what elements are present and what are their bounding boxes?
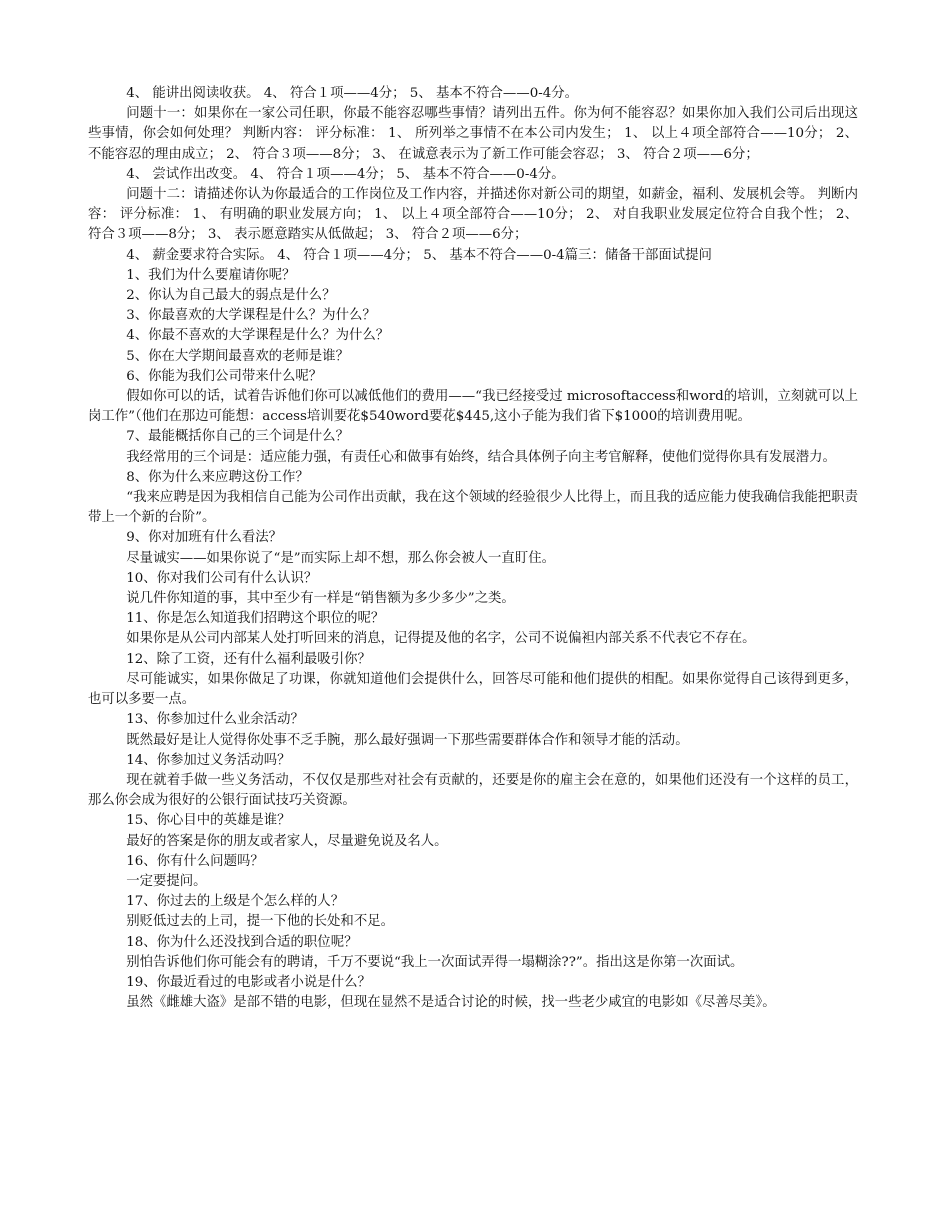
answer: 假如你可以的话，试着告诉他们你可以减低他们的费用——“我已经接受过 microsoftaccess和word的培训，立刻就可以上岗工作”（他们在那边可能想：access培训要花$540word要花$445,这小子能为我们省下$1000的培训费用呢。 — [88, 389, 858, 425]
answer: 尽可能诚实，如果你做足了功课，你就知道他们会提供什么，回答尽可能和他们提供的相配。如果你觉得自己该得到更多，也可以多要一点。 — [88, 671, 858, 708]
question: 9、你对加班有什么看法？ — [126, 530, 283, 546]
question: 16、你有什么问题吗？ — [126, 853, 264, 869]
question: 17、你过去的上级是个怎么样的人？ — [126, 894, 345, 910]
answer: 如果你是从公司内部某人处打听回来的消息，记得提及他的名字，公司不说偏袒内部关系不代表它不存在。 — [126, 631, 756, 647]
question: 18、你为什么还没找到合适的职位呢？ — [126, 934, 358, 950]
paragraph: 问题十一：如果你在一家公司任职，你最不能容忍哪些事情？请列出五件。你为何不能容忍？如果你加入我们公司后出现这些事情，你会如何处理？ 判断内容： 评分标准： 1、 所列举之事情不在本公司内发生； 1、 以上４项全部符合——10分； 2、 不能容忍的理由成立； 2、 符合３项——8分； 3、 在诚意表示为了新工作可能会容忍； 3、 符合２项——6分； — [88, 106, 858, 162]
paragraph: 4、 薪金要求符合实际。 4、 符合１项——4分； 5、 基本不符合——0-4篇三：储备干部面试提问 — [126, 247, 712, 263]
question: 15、你心目中的英雄是谁？ — [126, 813, 291, 829]
question: 13、你参加过什么业余活动？ — [126, 712, 304, 728]
question: 14、你参加过义务活动吗？ — [126, 752, 291, 768]
answer: 说几件你知道的事，其中至少有一样是“销售额为多少多少”之类。 — [126, 591, 515, 607]
question: 1、我们为什么要雇请你呢？ — [126, 267, 296, 283]
answer: 别贬低过去的上司，提一下他的长处和不足。 — [126, 914, 394, 930]
question: 8、你为什么来应聘这份工作？ — [126, 469, 309, 485]
answer: 尽量诚实——如果你说了“是”而实际上却不想，那么你会被人一直盯住。 — [126, 550, 555, 566]
answer: 我经常用的三个词是：适应能力强，有责任心和做事有始终，结合具体例子向主考官解释，使他们觉得你具有发展潜力。 — [126, 449, 836, 465]
question: 5、你在大学期间最喜欢的老师是谁？ — [126, 348, 349, 364]
answer: 现在就着手做一些义务活动，不仅仅是那些对社会有贡献的，还要是你的雇主会在意的，如果他们还没有一个这样的员工，那么你会成为很好的公银行面试技巧关资源。 — [88, 772, 858, 809]
question: 11、你是怎么知道我们招聘这个职位的呢？ — [126, 611, 385, 627]
question: 2、你认为自己最大的弱点是什么？ — [126, 288, 336, 304]
question: 19、你最近看过的电影或者小说是什么？ — [126, 974, 371, 990]
answer: 既然最好是让人觉得你处事不乏手腕，那么最好强调一下那些需要群体合作和领导才能的活动。 — [126, 732, 689, 748]
paragraph: 4、 能讲出阅读收获。 4、 符合１项——4分； 5、 基本不符合——0-4分。 — [126, 86, 579, 101]
question: 4、你最不喜欢的大学课程是什么？为什么？ — [126, 328, 390, 344]
answer: 一定要提问。 — [126, 873, 207, 889]
answer: “我来应聘是因为我相信自己能为公司作出贡献，我在这个领域的经验很少人比得上，而且我的适应能力使我确信我能把职责带上一个新的台阶”。 — [88, 490, 858, 526]
question: 7、最能概括你自己的三个词是什么？ — [126, 429, 349, 445]
answer: 虽然《雌雄大盗》是部不错的电影，但现在显然不是适合讨论的时候，找一些老少咸宜的电影如《尽善尽美》。 — [126, 995, 776, 1011]
document-body — [88, 84, 858, 1013]
answer: 最好的答案是你的朋友或者家人，尽量避免说及名人。 — [126, 833, 448, 849]
question: 6、你能为我们公司带来什么呢？ — [126, 368, 323, 384]
paragraph: 4、 尝试作出改变。 4、 符合１项——4分； 5、 基本不符合——0-4分。 — [126, 166, 565, 182]
question: 10、你对我们公司有什么认识？ — [126, 570, 318, 586]
question: 3、你最喜欢的大学课程是什么？为什么？ — [126, 308, 376, 324]
answer: 别怕告诉他们你可能会有的聘请，千万不要说“我上一次面试弄得一塌糊涂??”。指出这是你第一次面试。 — [126, 954, 744, 970]
paragraph: 问题十二：请描述你认为你最适合的工作岗位及工作内容，并描述你对新公司的期望，如薪金，福利、发展机会等。 判断内容： 评分标准： 1、 有明确的职业发展方向； 1、 以上４项全部符合——10分； 2、 对自我职业发展定位符合自我个性； 2、 符合３项——8分； 3、 表示愿意踏实从低做起； 3、 符合２项——6分； — [88, 187, 858, 243]
question: 12、除了工资，还有什么福利最吸引你？ — [126, 651, 371, 667]
